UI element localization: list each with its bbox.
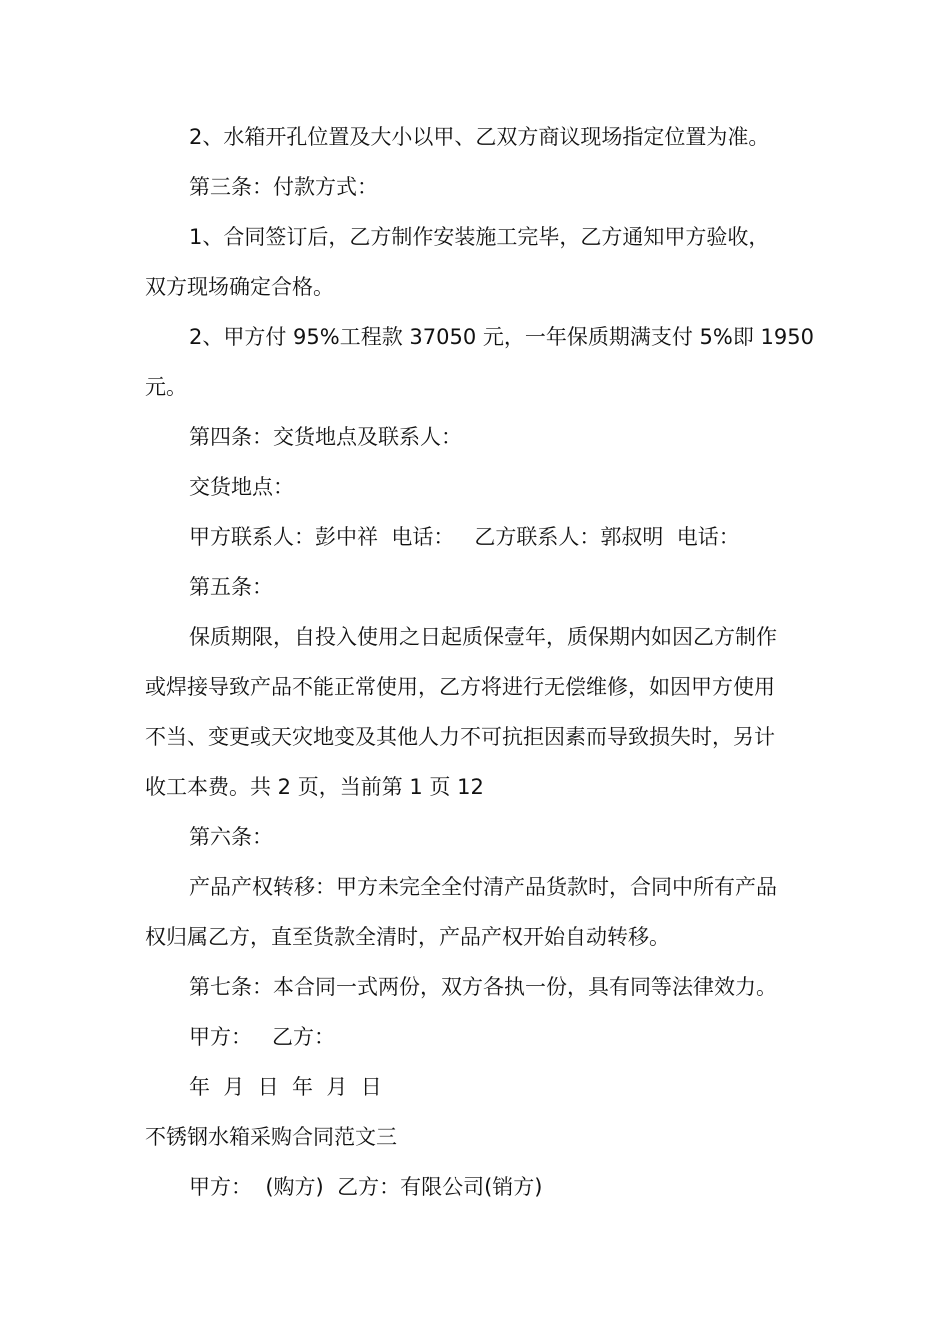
article-6-heading: 第六条： [189, 825, 273, 849]
ownership-line-2: 权归属乙方，直至货款全清时，产品产权开始自动转移。 [145, 925, 670, 949]
warranty-line-4: 收工本费。共 2 页，当前第 1 页 12 [145, 775, 484, 799]
section-title-sample-3: 不锈钢水箱采购合同范文三 [145, 1125, 397, 1149]
parties-buyer-seller: 甲方： (购方) 乙方：有限公司(销方) [189, 1175, 543, 1199]
clause-2-tank-openings: 2、水箱开孔位置及大小以甲、乙双方商议现场指定位置为准。 [189, 125, 770, 149]
warranty-line-1: 保质期限，自投入使用之日起质保壹年，质保期内如因乙方制作 [189, 625, 777, 649]
signature-parties: 甲方： 乙方： [189, 1025, 336, 1049]
payment-item-1-line-1: 1、合同签订后，乙方制作安装施工完毕，乙方通知甲方验收， [189, 225, 770, 249]
contact-persons: 甲方联系人：彭中祥 电话： 乙方联系人：郭叔明 电话： [189, 525, 740, 549]
ownership-line-1: 产品产权转移：甲方未完全全付清产品货款时，合同中所有产品 [189, 875, 777, 899]
article-4-heading: 第四条：交货地点及联系人： [189, 425, 462, 449]
article-3-heading: 第三条：付款方式： [189, 175, 378, 199]
signature-dates: 年 月 日 年 月 日 [189, 1075, 382, 1099]
warranty-line-3: 不当、变更或天灾地变及其他人力不可抗拒因素而导致损失时，另计 [145, 725, 775, 749]
delivery-location: 交货地点： [189, 475, 294, 499]
warranty-line-2: 或焊接导致产品不能正常使用，乙方将进行无偿维修，如因甲方使用 [145, 675, 775, 699]
payment-item-2-line-1: 2、甲方付 95%工程款 37050 元，一年保质期满支付 5%即 1950 [189, 325, 814, 349]
payment-item-1-line-2: 双方现场确定合格。 [145, 275, 334, 299]
article-7: 第七条：本合同一式两份，双方各执一份，具有同等法律效力。 [189, 975, 777, 999]
article-5-heading: 第五条： [189, 575, 273, 599]
payment-item-2-line-2: 元。 [145, 375, 187, 399]
